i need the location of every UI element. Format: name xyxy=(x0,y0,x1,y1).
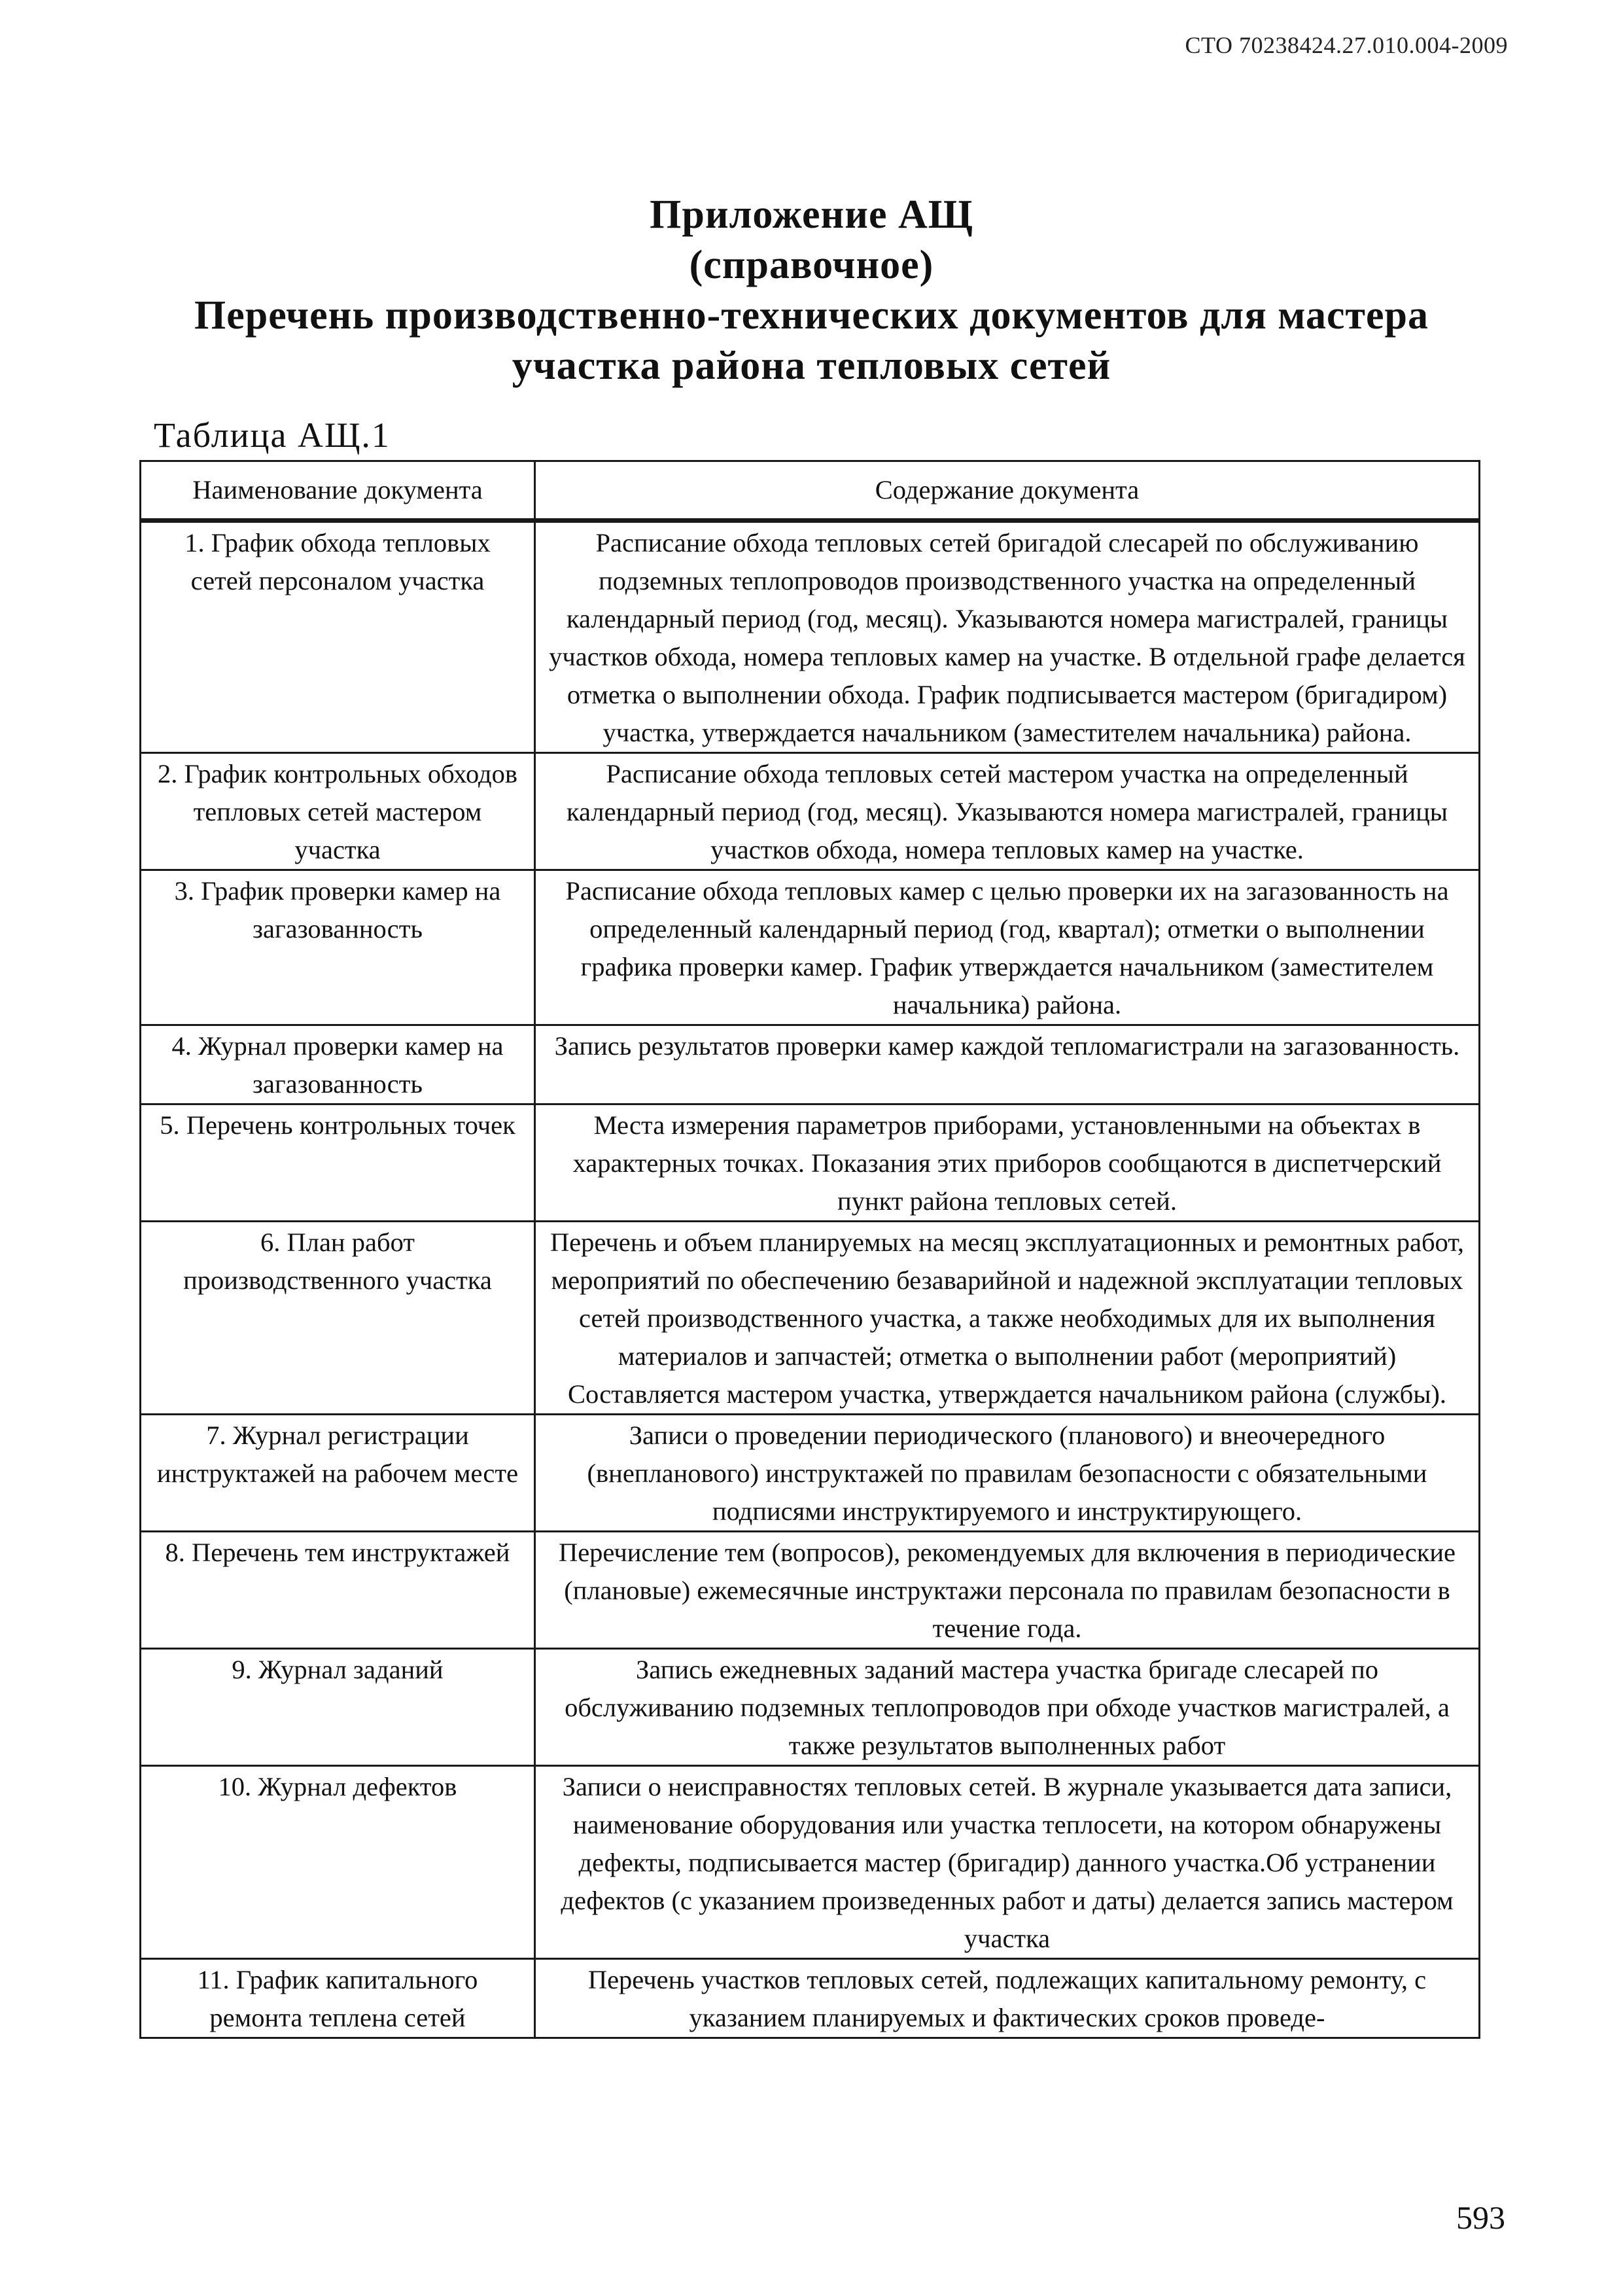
document-content-cell: Запись результатов проверки камер каждой тепломагистрали на загазованность. xyxy=(535,1025,1480,1104)
document-content-cell: Перечисление тем (вопросов), рекомендуемых для включения в периодические (плановые) ежемесячные инструктажи персонала по правилам безопасности в течение года. xyxy=(535,1532,1480,1649)
document-name-cell: 4. Журнал проверки камер на загазованность xyxy=(141,1025,535,1104)
document-name-cell: 6. План работ производственного участка xyxy=(141,1222,535,1415)
document-content-cell: Расписание обхода тепловых сетей бригадой слесарей по обслуживанию подземных теплопроводов производственного участка на определенный календарный период (год, месяц). Указываются номера магистралей, границы участков обхода, номера тепловых камер на участке. В отдельной графе делается отметка о выполнении обхода. График подписывается мастером (бригадиром) участка, утверждается начальником (заместителем начальника) района. xyxy=(535,521,1480,753)
table-row xyxy=(141,1532,1480,1649)
table-row xyxy=(141,1222,1480,1415)
document-name-cell: 10. Журнал дефектов xyxy=(141,1766,535,1959)
document-name-cell: 1. График обхода тепловых сетей персоналом участка xyxy=(141,521,535,753)
column-header-content: Содержание документа xyxy=(535,461,1480,521)
document-content-cell: Записи о проведении периодического (планового) и внеочередного (внепланового) инструктажей по правилам безопасности с обязательными подписями инструктируемого и инструктирующего. xyxy=(535,1415,1480,1532)
table-row xyxy=(141,1959,1480,2038)
table-row xyxy=(141,1415,1480,1532)
table-row xyxy=(141,1025,1480,1104)
document-content-cell: Перечень участков тепловых сетей, подлежащих капитальному ремонту, с указанием планируемых и фактических сроков проведе- xyxy=(535,1959,1480,2038)
table-row xyxy=(141,870,1480,1025)
document-name-cell: 2. График контрольных обходов тепловых сетей мастером участка xyxy=(141,753,535,870)
document-name-cell: 7. Журнал регистрации инструктажей на рабочем месте xyxy=(141,1415,535,1532)
document-content-cell: Запись ежедневных заданий мастера участка бригаде слесарей по обслуживанию подземных теплопроводов при обходе участков магистралей, а также результатов выполненных работ xyxy=(535,1649,1480,1766)
document-name-cell: 5. Перечень контрольных точек xyxy=(141,1104,535,1222)
document-content-cell: Записи о неисправностях тепловых сетей. В журнале указывается дата записи, наименование оборудования или участка теплосети, на котором обнаружены дефекты, подписывается мастер (бригадир) данного участка.Об устранении дефектов (с указанием произведенных работ и даты) делается запись мастером участка xyxy=(535,1766,1480,1959)
table-caption: Таблица АЩ.1 xyxy=(154,415,391,455)
title-line-3: Перечень производственно-технических документов для мастера xyxy=(194,293,1429,338)
document-name-cell: 9. Журнал заданий xyxy=(141,1649,535,1766)
table-row xyxy=(141,1104,1480,1222)
table-row xyxy=(141,1766,1480,1959)
table-header-row xyxy=(141,461,1480,521)
appendix-title xyxy=(0,190,1623,391)
document-name-cell: 11. График капитального ремонта теплена сетей xyxy=(141,1959,535,2038)
documents-table xyxy=(139,460,1480,2039)
document-content-cell: Расписание обхода тепловых камер с целью проверки их на загазованность на определенный календарный период (год, квартал); отметки о выполнении графика проверки камер. График утверждается начальником (заместителем начальника) района. xyxy=(535,870,1480,1025)
document-name-cell: 8. Перечень тем инструктажей xyxy=(141,1532,535,1649)
column-header-name: Наименование документа xyxy=(141,461,535,521)
title-line-1: Приложение АЩ xyxy=(650,192,973,237)
table-row xyxy=(141,753,1480,870)
page-number: 593 xyxy=(1456,2199,1505,2236)
document-content-cell: Места измерения параметров приборами, установленными на объектах в характерных точках. Показания этих приборов сообщаются в диспетчерский пункт района тепловых сетей. xyxy=(535,1104,1480,1222)
document-content-cell: Расписание обхода тепловых сетей мастером участка на определенный календарный период (год, месяц). Указываются номера магистралей, границы участков обхода, номера тепловых камер на участке. xyxy=(535,753,1480,870)
table-row xyxy=(141,1649,1480,1766)
table-row xyxy=(141,521,1480,753)
title-line-2: (справочное) xyxy=(689,243,934,287)
document-name-cell: 3. График проверки камер на загазованность xyxy=(141,870,535,1025)
document-code: СТО 70238424.27.010.004-2009 xyxy=(1185,32,1508,58)
document-content-cell: Перечень и объем планируемых на месяц эксплуатационных и ремонтных работ, мероприятий по обеспечению безаварийной и надежной эксплуатации тепловых сетей производственного участка, а также необходимых для их выполнения материалов и запчастей; отметка о выполнении работ (мероприятий) Составляется мастером участка, утверждается начальником района (службы). xyxy=(535,1222,1480,1415)
title-line-4: участка района тепловых сетей xyxy=(512,344,1111,388)
